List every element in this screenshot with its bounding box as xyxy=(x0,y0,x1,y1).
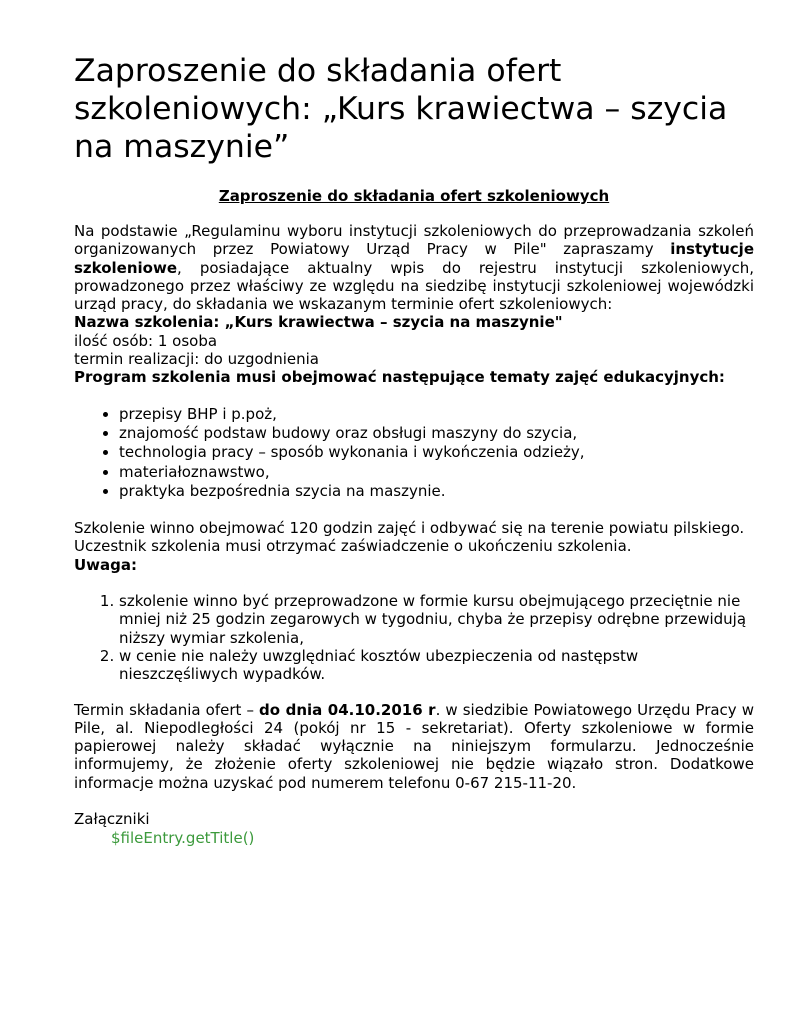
topics-list xyxy=(74,405,754,501)
page-title: Zaproszenie do składania ofert szkoleniowych: „Kurs krawiectwa – szycia na maszynie” xyxy=(74,53,728,165)
intro-paragraph xyxy=(74,222,754,313)
intro-text-1: Na podstawie „Regulaminu wyboru instytucji szkoleniowych do przeprowadzania szkoleń organizowanych przez Powiatowy Urząd Pracy w Pile" zapraszamy xyxy=(74,222,754,259)
intro-bold: instytucje szkoleniowe xyxy=(74,240,754,277)
hours-text: Szkolenie winno obejmować 120 godzin zajęć i odbywać się na terenie powiatu pilskiego. xyxy=(74,519,745,538)
subheading: Zaproszenie do składania ofert szkoleniowych xyxy=(218,187,610,205)
notes-heading: Uwaga: xyxy=(74,555,138,574)
list-item: • praktyka bezpośrednia szycia na maszynie. xyxy=(119,482,754,501)
certificate-text: Uczestnik szkolenia musi otrzymać zaświadczenie o ukończeniu szkolenia. xyxy=(74,537,632,556)
list-item: • przepisy BHP i p.poż, xyxy=(119,405,754,424)
list-item: • znajomość podstaw budowy oraz obsługi maszyny do szycia, xyxy=(119,424,754,443)
program-heading: Program szkolenia musi obejmować następujące tematy zajęć edukacyjnych: xyxy=(74,368,725,387)
intro-text-2: , posiadające aktualny wpis do rejestru instytucji szkoleniowych, prowadzonego przez właściwy ze względu na siedzibę instytucji szkoleniowej wojewódzki urząd pracy, do składania we wskazanym terminie ofert szkoleniowych: xyxy=(74,258,754,314)
persons-count: ilość osób: 1 osoba xyxy=(74,331,218,350)
attachment-link[interactable]: $fileEntry.getTitle() xyxy=(111,829,255,848)
course-name: Nazwa szkolenia: „Kurs krawiectwa – szycia na maszynie" xyxy=(74,313,563,332)
attachments-label: Załączniki xyxy=(74,810,150,829)
list-item: 2. w cenie nie należy uwzględniać kosztów ubezpieczenia od następstw nieszczęśliwych wypadków. xyxy=(119,647,754,684)
document-page xyxy=(74,52,754,848)
deadline-paragraph: Termin składania ofert – do dnia 04.10.2016 r. w siedzibie Powiatowego Urzędu Pracy w Pile, al. Niepodległości 24 (pokój nr 15 - sekretariat). Oferty szkoleniowe w formie papierowej należy składać wyłącznie na niniejszym formularzu. Jednocześnie informujemy, że złożenie oferty szkoleniowej nie będzie wiązało stron. Dodatkowe informacje można uzyskać pod numerem telefonu 0-67 215-11-20. xyxy=(74,700,755,792)
list-item: • materiałoznawstwo, xyxy=(119,463,754,482)
realization-term: termin realizacji: do uzgodnienia xyxy=(74,350,319,369)
list-item: 1. szkolenie winno być przeprowadzone w formie kursu obejmującego przeciętnie nie mniej niż 25 godzin zegarowych w tygodniu, chyba że przepisy odrębne przewidują niższy wymiar szkolenia, xyxy=(119,592,754,647)
notes-list xyxy=(74,592,754,683)
deadline-date: do dnia 04.10.2016 r xyxy=(259,700,436,719)
list-item: • technologia pracy – sposób wykonania i wykończenia odzieży, xyxy=(119,443,754,462)
